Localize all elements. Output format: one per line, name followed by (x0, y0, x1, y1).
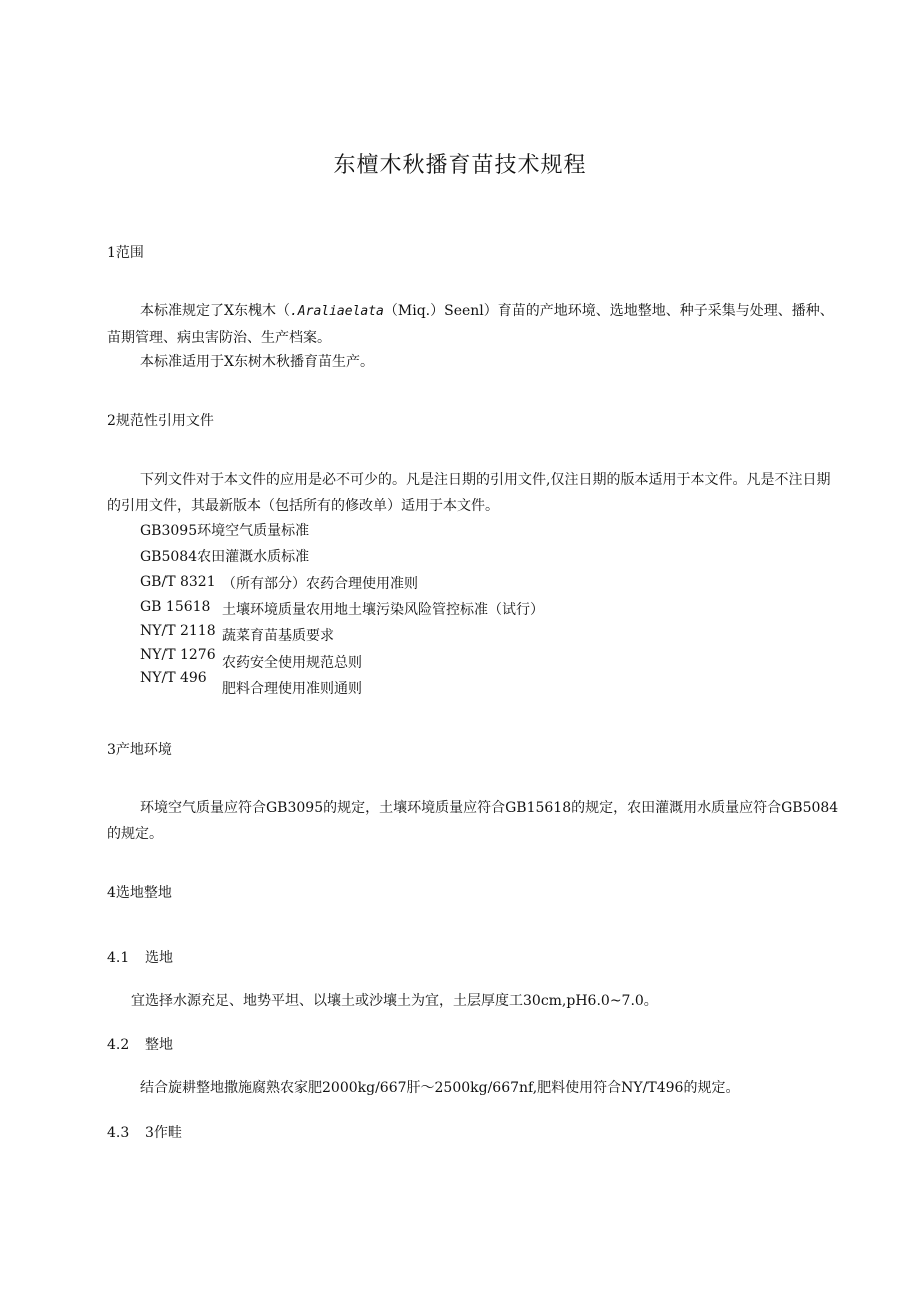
subsection-4-1-number: 4.1 (107, 950, 130, 966)
section-2-heading: 2规范性引用文件 (107, 413, 214, 429)
scope-text-before: 本标准规定了X东槐木（ (140, 303, 290, 319)
section-1-heading: 1范围 (107, 245, 144, 261)
reference-name-gbt8321: （所有部分）农药合理使用准则 (222, 576, 418, 592)
subsection-4-3-heading (107, 1123, 182, 1143)
subsection-4-2-number: 4.2 (107, 1037, 130, 1053)
scope-text-after: （Miq.）Seenl）育苗的产地环境、选地整地、种子采集与处理、播种、苗期管理、病虫害防治、生产档案。 (107, 303, 834, 346)
section-3-paragraph: 环境空气质量应符合GB3095的规定，土壤环境质量应符合GB15618的规定，农田灌溉用水质量应符合GB5084的规定。 (107, 800, 839, 842)
subsection-4-1-text: 宜选择水源充足、地势平坦、以壤土或沙壤土为宜，土层厚度工30cm,pH6.0~7.0。 (131, 993, 658, 1009)
subsection-4-2-heading (107, 1035, 173, 1055)
section-3-heading: 3产地环境 (107, 742, 172, 758)
section-2-intro: 下列文件对于本文件的应用是必不可少的。凡是注日期的引用文件,仅注日期的版本适用于本文件。凡是不注日期的引用文件，其最新版本（包括所有的修改单）适用于本文件。 (107, 472, 831, 514)
subsection-4-2-title: 整地 (145, 1037, 173, 1053)
reference-name-nyt496: 肥料合理使用准则通则 (222, 681, 362, 697)
section-1-paragraph-2: 本标准适用于X东树木秋播育苗生产。 (140, 354, 374, 370)
reference-item-gb3095: GB3095环境空气质量标准 (140, 523, 310, 539)
reference-code-nyt496: NY/T 496 (140, 670, 207, 686)
document-title: 东檀木秋播育苗技术规程 (333, 153, 587, 178)
reference-name-gb15618: 土壤环境质量农用地土壤污染风险管控标准（试行） (222, 602, 544, 618)
reference-code-nyt1276: NY/T 1276 (140, 647, 216, 663)
reference-code-gb15618: GB 15618 (140, 599, 211, 615)
scope-latin-name: .Araliaelata (289, 304, 384, 319)
subsection-4-3-title: 3作畦 (145, 1125, 182, 1141)
section-4-heading: 4选地整地 (107, 885, 172, 901)
reference-code-nyt2118: NY/T 2118 (140, 623, 216, 639)
subsection-4-1-title: 选地 (145, 950, 173, 966)
subsection-4-2-text: 结合旋耕整地撒施腐熟农家肥2000kg/667肝～2500kg/667nf,肥料使用符合NY/T496的规定。 (140, 1080, 740, 1096)
reference-name-nyt1276: 农药安全使用规范总则 (222, 655, 362, 671)
subsection-4-3-number: 4.3 (107, 1125, 130, 1141)
reference-item-gb5084: GB5084农田灌溉水质标准 (140, 549, 310, 565)
reference-code-gbt8321: GB/T 8321 (140, 574, 216, 590)
reference-name-nyt2118: 蔬菜育苗基质要求 (222, 628, 334, 644)
section-1-paragraph-1 (107, 298, 842, 351)
subsection-4-1-heading (107, 948, 173, 968)
